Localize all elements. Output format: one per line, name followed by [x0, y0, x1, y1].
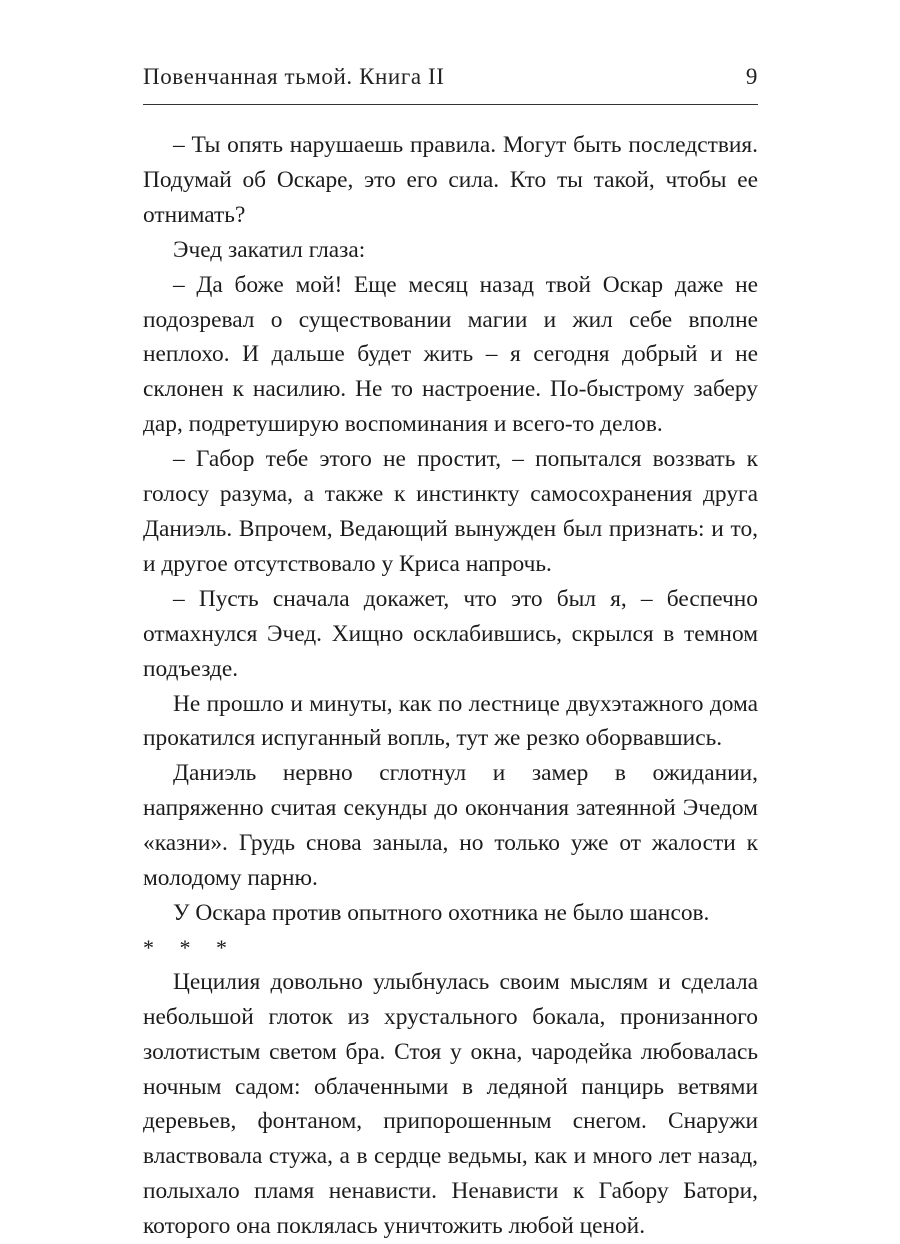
paragraph: Не прошло и минуты, как по лестнице двухэтажного дома прокатился испуганный вопль, тут же резко оборвавшись.	[143, 690, 758, 752]
paragraph: Цецилия довольно улыбнулась своим мыслям и сделала небольшой глоток из хрустального бокала, пронизанного золотистым светом бра. Стоя у окна, чародейка любовалась ночным садом: облаченными в ледяной панцирь ветвями деревьев, фонтаном, припорошенным снегом. Снаружи властвовала стужа, а в сердце ведьмы, как и много лет назад, полыхало пламя ненависти. Ненависти к Габору Батори, которого она поклялась уничтожить любой ценой.	[143, 968, 758, 1240]
scene-separator: * * *	[143, 934, 237, 960]
running-head	[143, 64, 758, 98]
paragraph: – Пусть сначала докажет, что это был я, – беспечно отмахнулся Эчед. Хищно осклабившись, скрылся в темном подъезде.	[143, 585, 758, 682]
paragraph: – Ты опять нарушаешь правила. Могут быть последствия. Подумай об Оскаре, это его сила. Кто ты такой, чтобы ее отнимать?	[143, 132, 758, 228]
paragraph: – Да боже мой! Еще месяц назад твой Оскар даже не подозревал о существовании магии и жил себе вполне неплохо. И дальше будет жить – я сегодня добрый и не склонен к насилию. Не то настроение. По-быстрому заберу дар, подретуширую воспоминания и всего-то делов.	[143, 271, 758, 438]
paragraph: – Габор тебе этого не простит, – попытался воззвать к голосу разума, а также к инстинкту самосохранения друга Даниэль. Впрочем, Ведающий вынужден был признать: и то, и другое отсутствовало у Криса напрочь.	[143, 446, 758, 577]
paragraph: У Оскара против опытного охотника не было шансов.	[173, 899, 710, 926]
paragraph: Эчед закатил глаза:	[173, 236, 366, 263]
running-title: Повенчанная тьмой. Книга II	[143, 64, 445, 89]
header-rule	[143, 104, 758, 105]
paragraph: Даниэль нервно сглотнул и замер в ожидании, напряженно считая секунды до окончания затеянной Эчедом «казни». Грудь снова заныла, но только уже от жалости к молодому парню.	[143, 760, 758, 892]
body-text	[143, 128, 758, 1244]
page-number: 9	[745, 64, 758, 89]
